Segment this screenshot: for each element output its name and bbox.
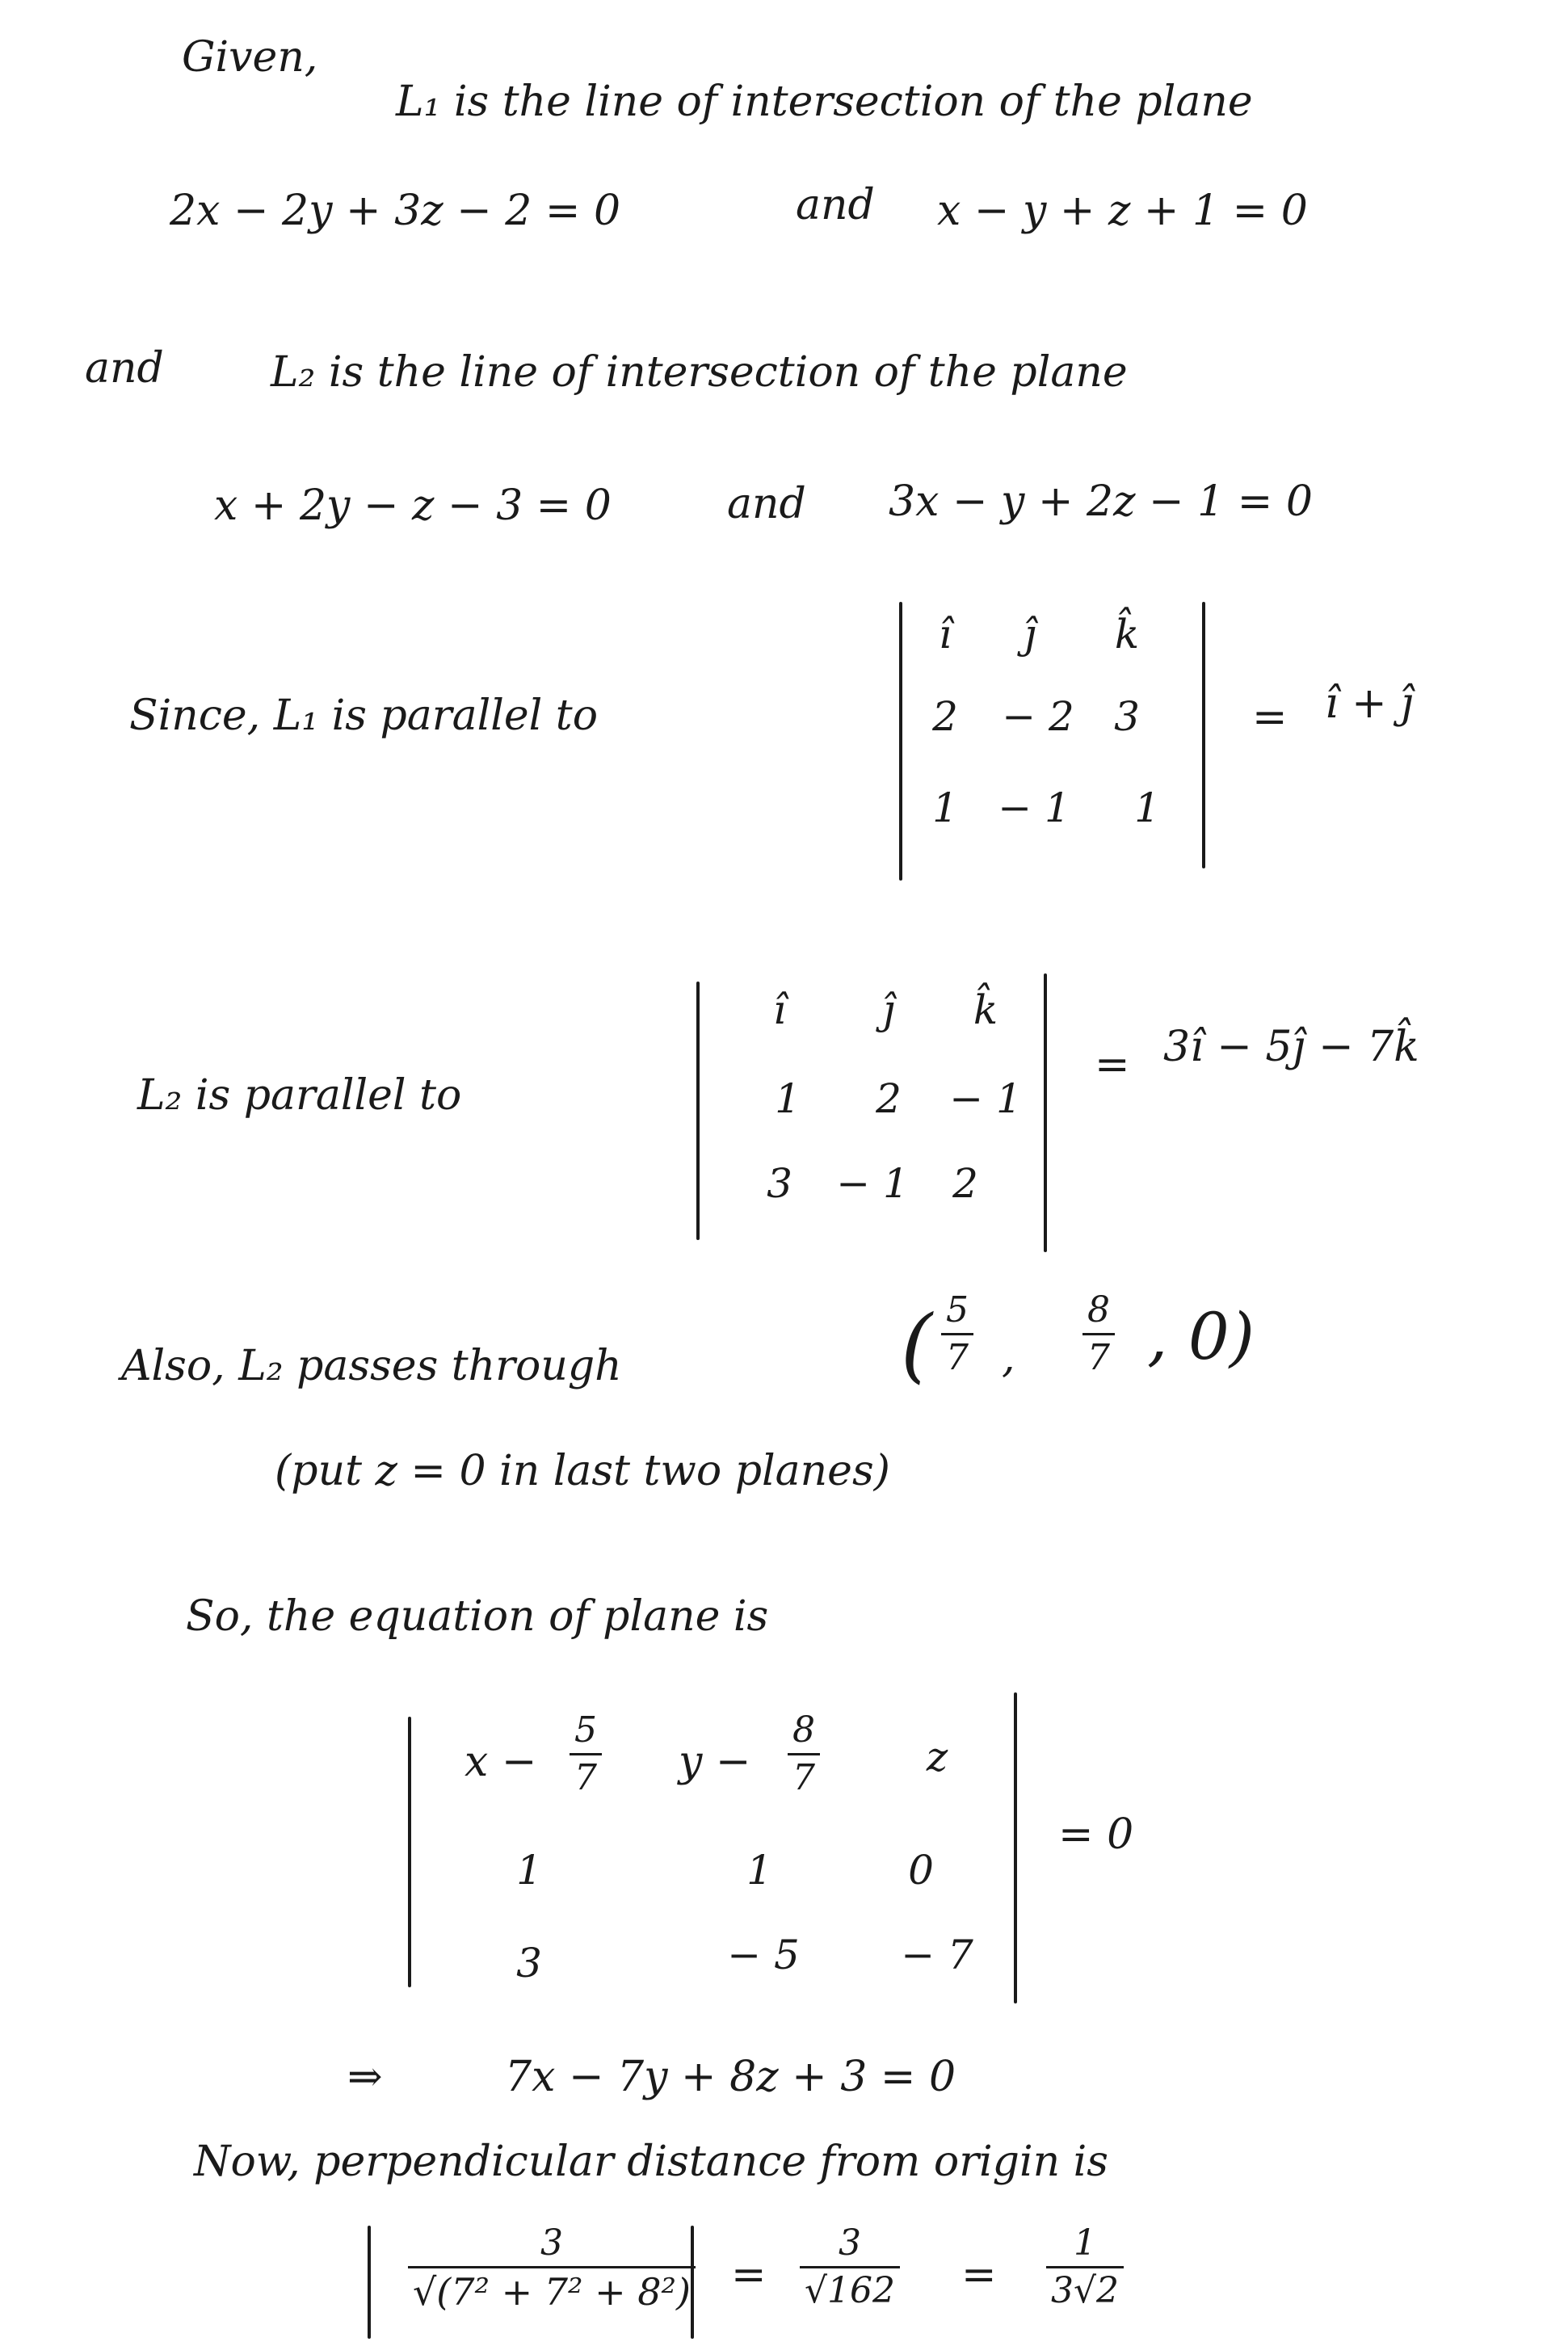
- and-text-3: and: [727, 480, 806, 528]
- distance-fraction-2: [800, 2222, 900, 2311]
- also-text: Also, L₂ passes through: [121, 1342, 622, 1390]
- det1-cell: 1: [1134, 784, 1160, 831]
- point-y-fraction: [1082, 1289, 1115, 1378]
- det2-cell: 1: [775, 1075, 801, 1122]
- l2-intro: L₂ is the line of intersection of the plane: [271, 348, 1128, 397]
- l2-plane-eq-1: x + 2y − z − 3 = 0: [214, 481, 612, 530]
- distance-f2-num: 3: [839, 2222, 862, 2264]
- det1-cell: 2: [932, 693, 958, 740]
- det3-left-bar: [408, 1717, 411, 1987]
- det1-left-bar: [899, 602, 902, 881]
- abs-right-bar: [691, 2226, 694, 2339]
- distance-equals-1: =: [731, 2251, 767, 2299]
- point-y-num: 8: [1087, 1289, 1110, 1331]
- det1-cell: 3: [1114, 693, 1140, 740]
- det3-r1c1-fraction: [570, 1709, 602, 1798]
- l2-direction: 3î − 5ĵ − 7k̂: [1163, 1023, 1419, 1071]
- l1-intro: L₁ is the line of intersection of the plane: [396, 78, 1253, 126]
- det2-cell: 2: [952, 1160, 978, 1207]
- distance-f3-den: 3√2: [1046, 2266, 1124, 2309]
- l1-direction: î + ĵ: [1325, 679, 1414, 728]
- det2-cell: − 1: [836, 1160, 909, 1207]
- l1-plane-eq-2: x − y + z + 1 = 0: [937, 187, 1308, 235]
- det2-cell: 2: [876, 1075, 902, 1122]
- distance-equals-2: =: [961, 2251, 997, 2299]
- det3-cell: 1: [746, 1847, 772, 1894]
- det3-r1c1-prefix: x −: [465, 1738, 537, 1786]
- det1-cell: î: [939, 611, 952, 658]
- det3-cell: 1: [516, 1847, 542, 1894]
- det2-cell: k̂: [973, 986, 998, 1033]
- det3-cell: 0: [908, 1847, 934, 1894]
- det3-r1c1-num: 5: [574, 1709, 597, 1751]
- point-rest: , 0): [1147, 1299, 1255, 1374]
- det3-cell: − 7: [901, 1932, 973, 1978]
- det3-cell: 3: [516, 1940, 542, 1987]
- point-x-num: 5: [946, 1289, 969, 1331]
- since-text: Since, L₁ is parallel to: [129, 692, 598, 740]
- distance-fraction-3: [1046, 2222, 1124, 2311]
- det3-r1c2-num: 8: [792, 1709, 815, 1751]
- det1-cell: k̂: [1114, 611, 1140, 658]
- distance-f1-num: 3: [540, 2222, 563, 2264]
- det2-cell: î: [773, 986, 786, 1033]
- det3-equals-zero: = 0: [1058, 1810, 1134, 1859]
- det2-cell: − 1: [949, 1075, 1022, 1122]
- det2-right-bar: [1044, 973, 1047, 1252]
- det3-cell: z: [926, 1734, 948, 1781]
- point-open-paren: (: [901, 1297, 933, 1392]
- distance-fraction-1: [408, 2222, 696, 2314]
- distance-f1-den: √(7² + 7² + 8²): [408, 2266, 696, 2310]
- distance-f2-den: √162: [800, 2266, 900, 2309]
- det3-r1c2-fraction: [788, 1709, 820, 1798]
- put-z-note: (put z = 0 in last two planes): [275, 1447, 890, 1495]
- det1-cell: − 1: [998, 784, 1070, 831]
- and-text-1: and: [796, 181, 875, 229]
- det1-equals: =: [1252, 693, 1288, 742]
- det2-cell: ĵ: [882, 986, 895, 1033]
- det2-equals: =: [1095, 1041, 1130, 1089]
- det3-r1c2-den: 7: [788, 1753, 820, 1796]
- det1-right-bar: [1202, 602, 1205, 868]
- now-text: Now, perpendicular distance from origin is: [194, 2138, 1108, 2186]
- l2-parallel-text: L₂ is parallel to: [137, 1071, 462, 1120]
- det3-r1c2-prefix: y −: [679, 1738, 751, 1786]
- implies-arrow: ⇒: [347, 2053, 383, 2101]
- distance-f3-num: 1: [1074, 2222, 1097, 2264]
- plane-equation: 7x − 7y + 8z + 3 = 0: [505, 2053, 956, 2101]
- and-text-2: and: [85, 344, 164, 393]
- l2-plane-eq-2: 3x − y + 2z − 1 = 0: [889, 477, 1313, 526]
- det1-cell: 1: [932, 784, 958, 831]
- det2-cell: 3: [767, 1160, 792, 1207]
- det1-cell: ĵ: [1024, 611, 1036, 658]
- so-text: So, the equation of plane is: [186, 1592, 769, 1641]
- l1-plane-eq-1: 2x − 2y + 3z − 2 = 0: [170, 187, 621, 235]
- det1-cell: − 2: [1002, 693, 1074, 740]
- point-x-fraction: [941, 1289, 973, 1378]
- point-x-den: 7: [941, 1333, 973, 1376]
- det3-right-bar: [1014, 1692, 1017, 2003]
- point-y-den: 7: [1082, 1333, 1115, 1376]
- det3-r1c1-den: 7: [570, 1753, 602, 1796]
- det3-cell: − 5: [727, 1932, 800, 1978]
- point-comma: ,: [1002, 1334, 1015, 1382]
- abs-left-bar: [368, 2226, 371, 2339]
- det2-left-bar: [696, 982, 700, 1240]
- given-label: Given,: [182, 33, 318, 82]
